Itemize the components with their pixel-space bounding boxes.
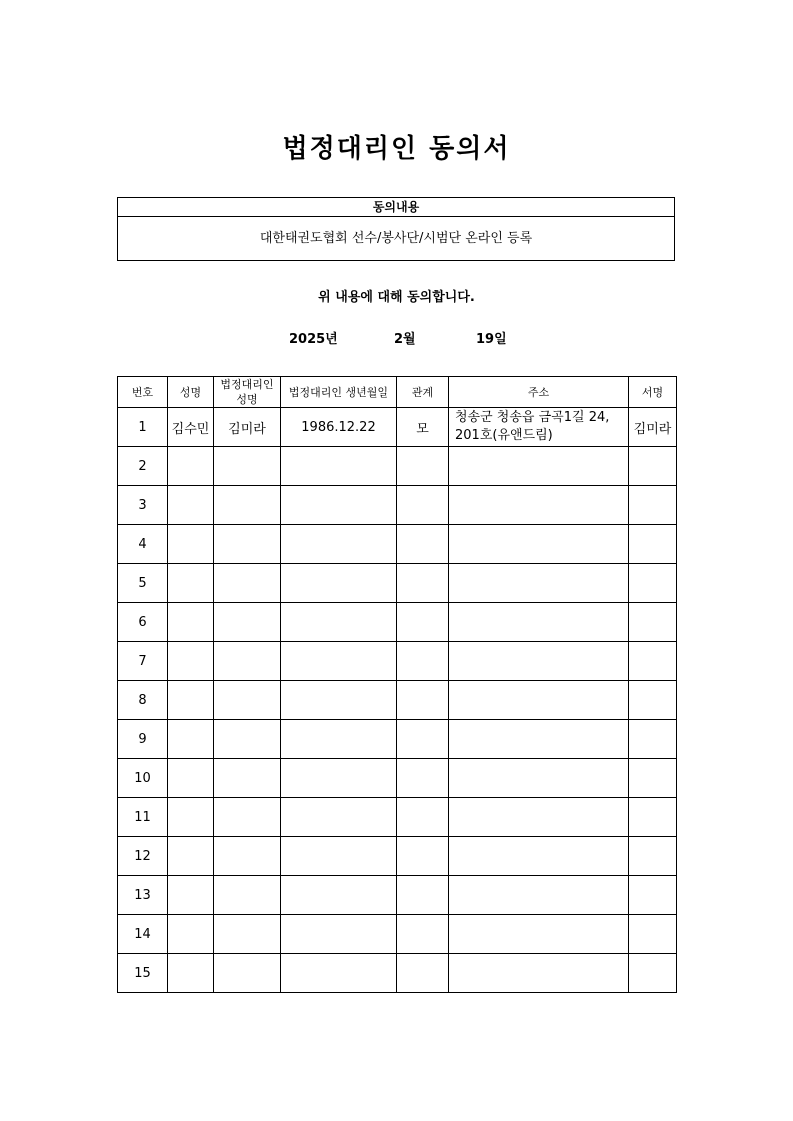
relation [397,915,449,954]
relation [397,720,449,759]
student-name [168,915,214,954]
guardian-name [214,486,281,525]
address [449,681,629,720]
table-row [118,564,677,603]
row-number: 11 [118,798,168,837]
student-name [168,603,214,642]
row-number: 2 [118,447,168,486]
guardian-birthdate [281,954,397,993]
guardian-name [214,954,281,993]
signature [629,759,677,798]
table-body [118,408,677,993]
guardian-birthdate [281,486,397,525]
table-row [118,759,677,798]
address [449,525,629,564]
guardian-birthdate [281,603,397,642]
guardian-birthdate [281,525,397,564]
row-number: 1 [118,408,168,447]
guardian-table [117,376,677,993]
table-row [118,681,677,720]
student-name [168,525,214,564]
student-name [168,642,214,681]
header-name: 성명 [168,377,214,408]
row-number: 9 [118,720,168,759]
guardian-name [214,759,281,798]
guardian-name [214,915,281,954]
signature [629,681,677,720]
consent-content-box [117,197,675,261]
header-address: 주소 [449,377,629,408]
guardian-birthdate [281,915,397,954]
relation [397,564,449,603]
address [449,564,629,603]
address [449,603,629,642]
address [449,447,629,486]
header-guardian-name: 법정대리인 성명 [214,377,281,408]
address [449,720,629,759]
guardian-birthdate [281,759,397,798]
row-number: 15 [118,954,168,993]
table-row [118,954,677,993]
date-month: 2월 [394,332,416,347]
guardian-name [214,564,281,603]
student-name [168,954,214,993]
relation [397,954,449,993]
relation [397,798,449,837]
header-relation: 관계 [397,377,449,408]
header-number: 번호 [118,377,168,408]
address [449,954,629,993]
agreement-statement: 위 내용에 대해 동의합니다. [318,290,475,305]
signature [629,720,677,759]
consent-body: 대한태권도협회 선수/봉사단/시범단 온라인 등록 [259,231,533,246]
consent-header: 동의내용 [118,198,674,217]
relation [397,525,449,564]
guardian-name [214,525,281,564]
table-row [118,915,677,954]
address [449,798,629,837]
student-name [168,447,214,486]
relation [397,759,449,798]
header-signature: 서명 [629,377,677,408]
guardian-name [214,642,281,681]
relation: 모 [397,408,449,447]
guardian-birthdate [281,564,397,603]
table-row [118,525,677,564]
address: 청송군 청송읍 금곡1길 24, 201호(유앤드림) [449,408,629,447]
relation [397,681,449,720]
address [449,837,629,876]
address [449,759,629,798]
address [449,486,629,525]
guardian-name [214,681,281,720]
guardian-name [214,798,281,837]
address [449,876,629,915]
guardian-name [214,837,281,876]
date-day: 19일 [476,332,507,347]
row-number: 14 [118,915,168,954]
signature [629,603,677,642]
student-name [168,486,214,525]
relation [397,447,449,486]
signature: 김미라 [629,408,677,447]
guardian-name [214,447,281,486]
row-number: 5 [118,564,168,603]
date-year: 2025년 [289,332,338,347]
guardian-birthdate [281,876,397,915]
table-row [118,837,677,876]
row-number: 6 [118,603,168,642]
student-name [168,759,214,798]
table-row [118,603,677,642]
document-title: 법정대리인 동의서 [282,134,511,164]
table-row [118,447,677,486]
guardian-birthdate [281,447,397,486]
relation [397,603,449,642]
signature [629,642,677,681]
student-name [168,798,214,837]
row-number: 7 [118,642,168,681]
row-number: 8 [118,681,168,720]
student-name [168,720,214,759]
guardian-name: 김미라 [214,408,281,447]
table-row [118,642,677,681]
relation [397,837,449,876]
guardian-birthdate [281,798,397,837]
signature [629,447,677,486]
guardian-birthdate [281,642,397,681]
address [449,915,629,954]
signature [629,486,677,525]
table-header-row [118,377,677,408]
signature [629,837,677,876]
table-row [118,798,677,837]
signature [629,525,677,564]
signature [629,915,677,954]
row-number: 10 [118,759,168,798]
table-row [118,486,677,525]
relation [397,642,449,681]
header-guardian-birth: 법정대리인 생년월일 [281,377,397,408]
guardian-name [214,876,281,915]
signature [629,798,677,837]
guardian-name [214,603,281,642]
row-number: 3 [118,486,168,525]
table-row [118,876,677,915]
table-row [118,408,677,447]
signature [629,954,677,993]
address [449,642,629,681]
row-number: 12 [118,837,168,876]
student-name [168,681,214,720]
guardian-name [214,720,281,759]
guardian-birthdate [281,837,397,876]
student-name [168,564,214,603]
student-name [168,876,214,915]
row-number: 4 [118,525,168,564]
student-name [168,837,214,876]
student-name: 김수민 [168,408,214,447]
signature [629,564,677,603]
row-number: 13 [118,876,168,915]
guardian-birthdate [281,720,397,759]
table-row [118,720,677,759]
guardian-birthdate: 1986.12.22 [281,408,397,447]
guardian-birthdate [281,681,397,720]
relation [397,486,449,525]
signature [629,876,677,915]
relation [397,876,449,915]
